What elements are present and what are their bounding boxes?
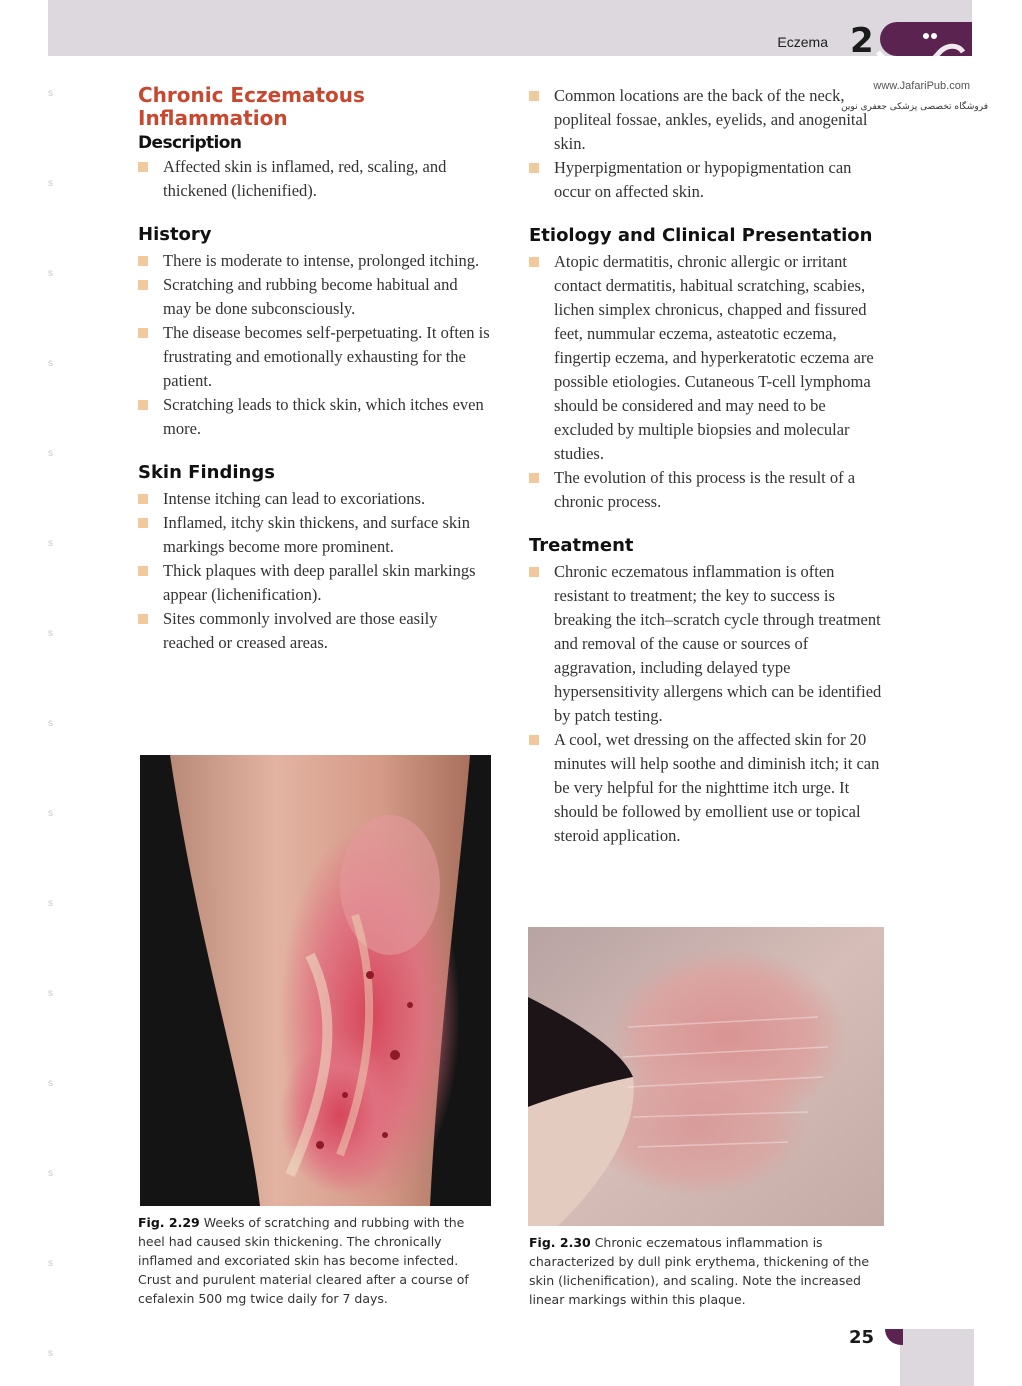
history-heading: History xyxy=(138,224,212,245)
list-item-text: Thick plaques with deep parallel skin markings appear (lichenification). xyxy=(163,561,476,604)
bullet-square-icon xyxy=(529,567,539,577)
right-column xyxy=(529,84,889,848)
margin-mark: s xyxy=(48,1168,53,1179)
list-item-text: Scratching and rubbing become habitual and may be done subconsciously. xyxy=(163,275,458,318)
chapter-number: 2 xyxy=(850,21,874,61)
footer-band xyxy=(900,1329,974,1386)
list-item xyxy=(529,250,889,466)
bullet-square-icon xyxy=(138,614,148,624)
list-item-text: Sites commonly involved are those easily reached or creased areas. xyxy=(163,609,438,652)
bullet-square-icon xyxy=(138,328,148,338)
article-title-line-1: Chronic Eczematous xyxy=(138,83,365,107)
figure-2-30-photo xyxy=(528,927,884,1226)
figure-label: Fig. 2.29 xyxy=(138,1215,200,1230)
margin-mark: s xyxy=(48,808,53,819)
margin-mark: s xyxy=(48,1258,53,1269)
list-item xyxy=(529,156,889,204)
article-title xyxy=(138,84,490,130)
footer-tab xyxy=(885,1329,903,1345)
treatment-list xyxy=(529,560,889,848)
etiology-heading: Etiology and Clinical Presentation xyxy=(529,225,873,246)
bullet-square-icon xyxy=(138,566,148,576)
figure-2-30-caption xyxy=(529,1233,881,1309)
list-item xyxy=(138,487,490,511)
article-title-line-2: Inflammation xyxy=(138,106,288,130)
list-item xyxy=(529,466,889,514)
list-item-text: A cool, wet dressing on the affected skin for 20 minutes will help soothe and diminish itch; it can be very helpful for the nighttime itch urge. It should be followed by emollient use or topical steroid application. xyxy=(554,730,880,845)
list-item-text: Common locations are the back of the neck, popliteal fossae, ankles, eyelids, and anogenital skin. xyxy=(554,86,868,153)
list-item xyxy=(138,559,490,607)
list-item-text: Hyperpigmentation or hypopigmentation can occur on affected skin. xyxy=(554,158,852,201)
figure-caption-text: Chronic eczematous inflammation is characterized by dull pink erythema, thickening of the skin (lichenification), and scaling. Note the increased linear markings within this plaque. xyxy=(529,1235,870,1307)
bullet-square-icon xyxy=(138,256,148,266)
etiology-list xyxy=(529,250,889,514)
bullet-square-icon xyxy=(138,494,148,504)
history-list xyxy=(138,249,490,441)
list-item-text: The evolution of this process is the result of a chronic process. xyxy=(554,468,856,511)
list-item-text: Chronic eczematous inflammation is often resistant to treatment; the key to success is breaking the itch–scratch cycle through treatment and removal of the cause or sources of aggravation, including delayed type hypersensitivity allergens which can be identified by patch testing. xyxy=(554,562,882,725)
figure-2-29-photo xyxy=(140,755,491,1206)
bullet-square-icon xyxy=(529,735,539,745)
figure-caption-text: Weeks of scratching and rubbing with the heel had caused skin thickening. The chronically inflamed and excoriated skin has become infected. Crust and purulent material cleared after a course of cefalexin 500 mg twice daily for 7 days. xyxy=(138,1215,469,1306)
watermark-text: فروشگاه تخصصی پزشکی جعفری نوین xyxy=(841,102,988,112)
description-list xyxy=(138,155,490,203)
list-item-text: Intense itching can lead to excoriations. xyxy=(163,489,426,508)
figure-label: Fig. 2.30 xyxy=(529,1235,591,1250)
bullet-square-icon xyxy=(529,473,539,483)
bullet-square-icon xyxy=(138,518,148,528)
list-item-text: There is moderate to intense, prolonged itching. xyxy=(163,251,480,270)
margin-mark: s xyxy=(48,448,53,459)
list-item xyxy=(529,84,889,156)
bullet-square-icon xyxy=(529,163,539,173)
list-item-text: Scratching leads to thick skin, which itches even more. xyxy=(163,395,484,438)
margin-mark: s xyxy=(48,1078,53,1089)
margin-mark: s xyxy=(48,1348,53,1359)
description-heading: Description xyxy=(138,133,242,153)
watermark-url: www.JafariPub.com xyxy=(873,80,970,92)
list-item-text: Affected skin is inflamed, red, scaling, and thickened (lichenified). xyxy=(163,157,447,200)
list-item xyxy=(529,728,889,848)
treatment-heading: Treatment xyxy=(529,535,634,556)
list-item xyxy=(138,273,490,321)
list-item-text: Atopic dermatitis, chronic allergic or irritant contact dermatitis, habitual scratching, scabies, lichen simplex chronicus, chapped and fissured feet, nummular eczema, asteatotic eczema, fingertip eczema, and hyperkeratotic eczema are possible etiologies. Cutaneous T-cell lymphoma should be considered and may need to be excluded by multiple biopsies and molecular studies. xyxy=(554,252,874,463)
margin-mark: s xyxy=(48,628,53,639)
skin-findings-list xyxy=(138,487,490,655)
list-item xyxy=(138,511,490,559)
bullet-square-icon xyxy=(529,91,539,101)
margin-mark: s xyxy=(48,268,53,279)
chapter-title: Eczema xyxy=(777,34,828,50)
left-column xyxy=(138,84,490,655)
watermark-logo-icon xyxy=(868,22,968,82)
bullet-square-icon xyxy=(138,162,148,172)
margin-mark: s xyxy=(48,358,53,369)
locations-list xyxy=(529,84,889,204)
list-item-text: The disease becomes self-perpetuating. It often is frustrating and emotionally exhausting for the patient. xyxy=(163,323,490,390)
list-item xyxy=(138,249,490,273)
header-band xyxy=(48,0,972,61)
bullet-square-icon xyxy=(138,400,148,410)
list-item xyxy=(529,560,889,728)
page-number: 25 xyxy=(848,1327,874,1348)
margin-mark: s xyxy=(48,178,53,189)
list-item xyxy=(138,393,490,441)
margin-mark: s xyxy=(48,88,53,99)
margin-mark: s xyxy=(48,898,53,909)
list-item-text: Inflamed, itchy skin thickens, and surface skin markings become more prominent. xyxy=(163,513,470,556)
margin-mark: s xyxy=(48,538,53,549)
list-item xyxy=(138,321,490,393)
bullet-square-icon xyxy=(529,257,539,267)
margin-mark: s xyxy=(48,988,53,999)
figure-2-29-caption xyxy=(138,1213,490,1308)
list-item xyxy=(138,155,490,203)
margin-mark: s xyxy=(48,718,53,729)
skin-findings-heading: Skin Findings xyxy=(138,462,275,483)
list-item xyxy=(138,607,490,655)
bullet-square-icon xyxy=(138,280,148,290)
